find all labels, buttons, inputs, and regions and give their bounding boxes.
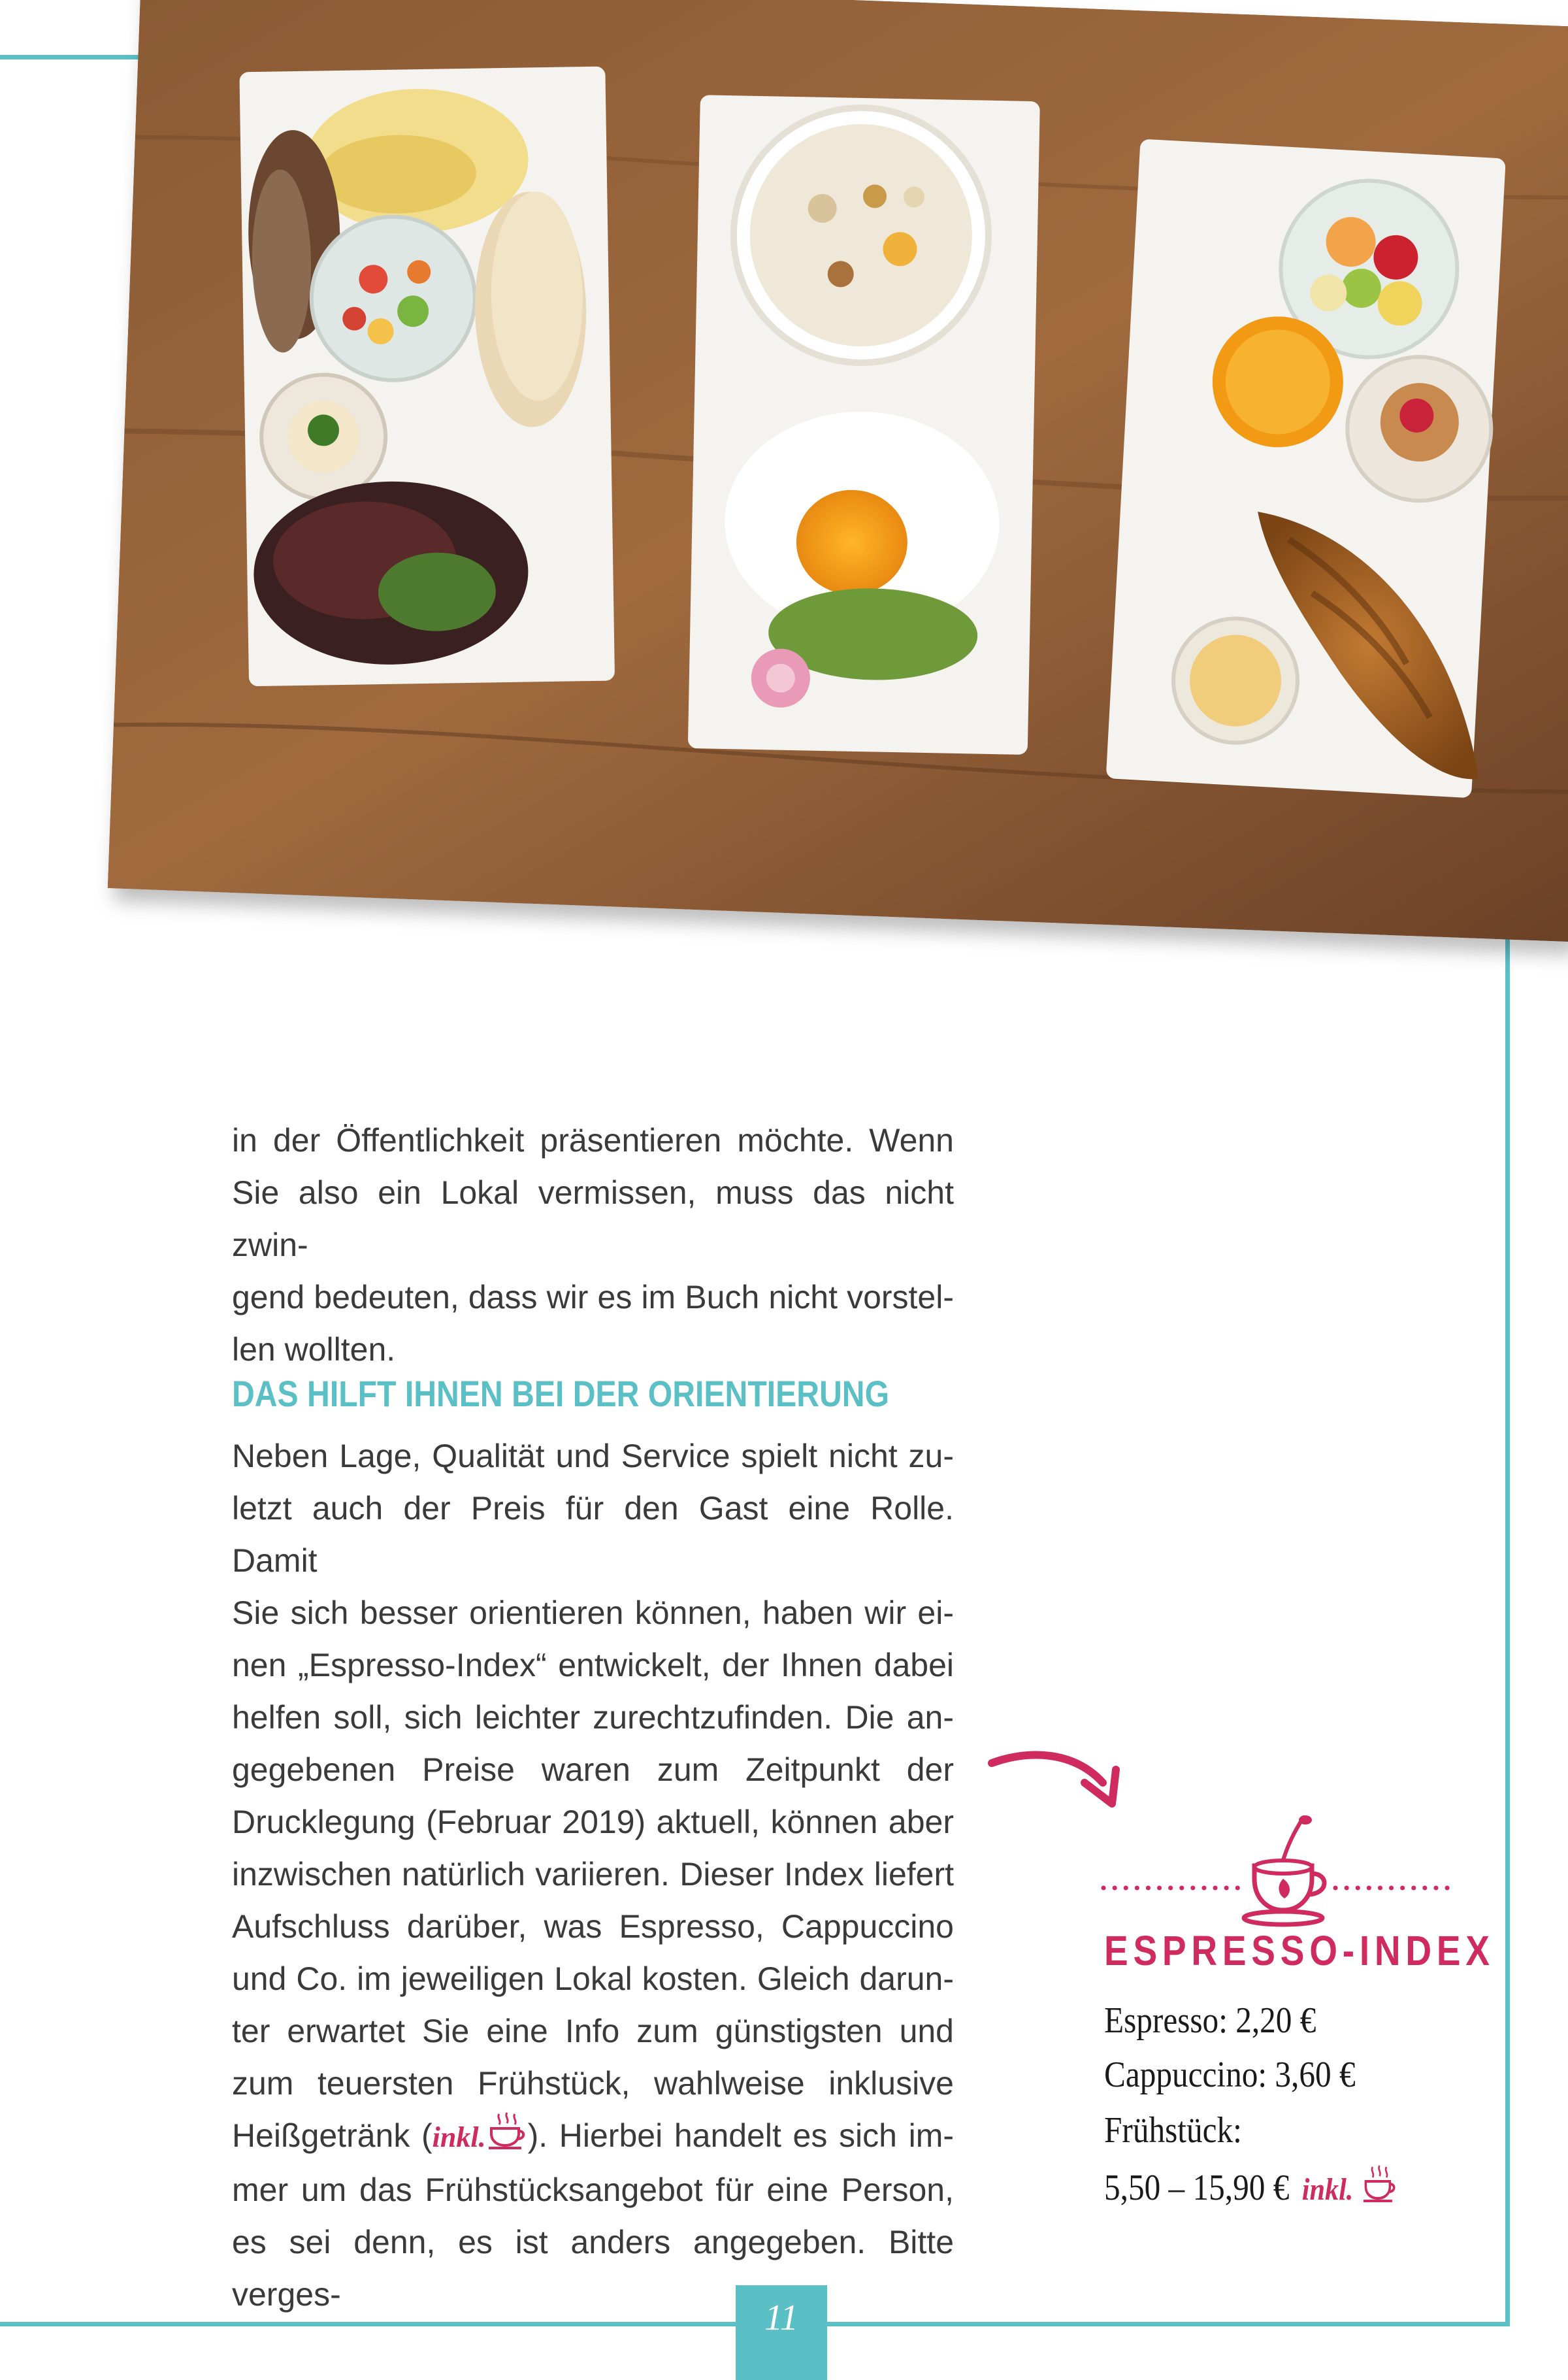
frame-line-right [1505, 934, 1510, 2326]
inkl-label: inkl. [1301, 2172, 1354, 2207]
text-line: gegebenen Preise waren zum Zeitpunkt der [232, 1751, 954, 1788]
fruehstueck-range: 5,50 – 15,90 € [1104, 2168, 1290, 2208]
espresso-price: Espresso: 2,20 € [1104, 2000, 1316, 2041]
text-line: ter erwartet Sie eine Info zum günstigsten und [232, 2013, 954, 2049]
text-line: inzwischen natürlich variieren. Dieser Index liefert [232, 1856, 954, 1892]
text-line: gend bedeuten, dass wir es im Buch nicht vorstel- [232, 1279, 954, 1315]
text-line: und Co. im jeweiligen Lokal kosten. Gleich darun- [232, 1960, 954, 1997]
text-line: es sei denn, es ist anders angegeben. Bitte verges- [232, 2224, 954, 2313]
text-line: Sie sich besser orientieren können, haben wir ei- [232, 1595, 954, 1631]
espresso-index-title: ESPRESSO-INDEX [1104, 1927, 1495, 1974]
text-line: zum teuersten Frühstück, wahlweise inklusive [232, 2065, 954, 2102]
inkl-line-before: Heißgetränk ( [232, 2117, 433, 2154]
text-line: Neben Lage, Qualität und Service spielt nicht zu- [232, 1438, 954, 1474]
text-line: mer um das Frühstücksangebot für eine Person, [232, 2172, 954, 2208]
text-line: Sie also ein Lokal vermissen, muss das nicht zwin- [232, 1174, 954, 1263]
text-line: Drucklegung (Februar 2019) aktuell, können aber [232, 1804, 954, 1840]
coffee-cup-icon [1362, 2168, 1398, 2208]
fruehstueck-range-line [1104, 2164, 1398, 2209]
dotted-divider-right [1333, 1885, 1457, 1891]
page-number: 11 [764, 2298, 798, 2338]
text-line: Aufschluss darüber, was Espresso, Cappuccino [232, 1908, 954, 1945]
curved-arrow-icon [988, 1744, 1125, 1815]
coffee-cup-icon [1241, 1813, 1333, 1928]
coffee-cup-icon [486, 2117, 528, 2154]
intro-paragraph [232, 1114, 954, 1376]
photo-image [108, 0, 1568, 942]
text-line: len wollten. [232, 1331, 396, 1368]
cappuccino-price: Cappuccino: 3,60 € [1104, 2055, 1356, 2095]
section-heading: DAS HILFT IHNEN BEI DER ORIENTIERUNG [232, 1373, 890, 1414]
inkl-inline-label: inkl. [432, 2121, 486, 2153]
text-line: helfen soll, sich leichter zurechtzufinden. Die an- [232, 1699, 954, 1736]
section-paragraph [232, 1430, 954, 2321]
text-line: letzt auch der Preis für den Gast eine Rolle. Damit [232, 1490, 954, 1579]
text-line: in der Öffentlichkeit präsentieren möchte. Wenn [232, 1122, 954, 1159]
text-line: nen „Espresso-Index“ entwickelt, der Ihnen dabei [232, 1647, 954, 1683]
fruehstueck-label: Frühstück: [1104, 2110, 1242, 2151]
inkl-line-after: ). Hierbei handelt es sich im- [527, 2117, 954, 2154]
text-line-inkl [232, 2109, 954, 2164]
dotted-divider-left [1101, 1885, 1241, 1891]
breakfast-photo [107, 0, 1568, 955]
